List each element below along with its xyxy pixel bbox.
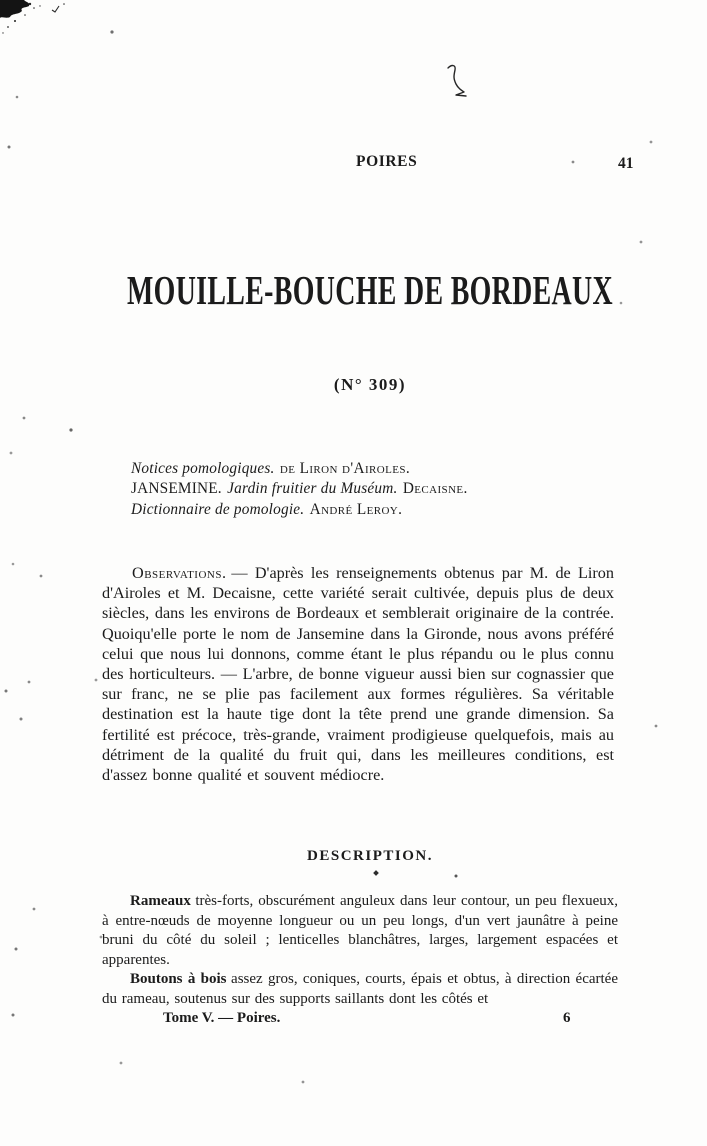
description-paragraph-rameaux bbox=[102, 892, 618, 970]
bibliography-work-title: Dictionnaire de pomologie. bbox=[131, 500, 305, 518]
observations-paragraph bbox=[102, 563, 614, 785]
observations-text: — D'après les renseignements obtenus par M. de Liron d'Airoles et M. Decaisne, cette variété serait cultivée, depuis plus de deux siècles, dans les environs de Bordeaux et semblerait originaire de la contrée. Quoiqu'elle porte le nom de Jansemine dans la Gironde, nous avons préféré celui que nous lui donnons, comme étant le plus répandu ou le plus connu des horticulteurs. — L'arbre, de bonne vigueur aussi bien sur cognassier que sur franc, ne se plie pas facilement aux formes régulières. Sa véritable destination est la haute tige dont la tête prend une grande dimension. Sa fertilité est précoce, très-grande, vraiment prodigieuse quelquefois, mais au détriment de la qualité du fruit qui, dans les meilleures conditions, est d'assez bonne qualité et souvent médiocre. bbox=[102, 564, 614, 785]
description-section bbox=[102, 892, 618, 1010]
running-title: POIRES bbox=[356, 153, 418, 170]
description-paragraph-boutons bbox=[102, 970, 618, 1009]
bibliography-entry bbox=[131, 500, 601, 520]
variety-number: (N° 309) bbox=[333, 375, 407, 394]
observations-label: Observations. bbox=[132, 564, 227, 582]
pen-squiggle-mark bbox=[428, 60, 478, 110]
page-number: 41 bbox=[618, 155, 634, 172]
bibliography-author: de Liron d'Airoles. bbox=[279, 460, 411, 477]
bibliography-entry bbox=[131, 479, 601, 499]
paragraph-text: assez gros, coniques, courts, épais et obtus, à direction écartée du rameau, soutenus sur des supports saillants dont les côtés et bbox=[102, 971, 619, 1007]
bibliography-synonym: JANSEMINE. bbox=[131, 480, 222, 498]
paragraph-text: très-forts, obscurément anguleux dans leur contour, un peu flexueux, à entre-nœuds de moyenne longueur ou un peu longs, d'un vert jaunâtre à peine bruni du côté du soleil ; lenticelles blanchâtres, larges, largement espacées et apparentes. bbox=[102, 893, 618, 968]
ink-blob-artifact bbox=[0, 0, 80, 42]
bibliography-author: André Leroy. bbox=[309, 500, 403, 518]
paragraph-lead-word: Boutons à bois bbox=[130, 971, 227, 988]
description-heading: DESCRIPTION. bbox=[307, 848, 433, 864]
observations-section bbox=[102, 563, 614, 785]
footer-volume-label: Tome V. — Poires. bbox=[163, 1010, 281, 1026]
bibliography bbox=[131, 459, 601, 520]
bibliography-work-title: Jardin fruitier du Muséum. bbox=[227, 480, 398, 498]
bibliography-entry bbox=[131, 459, 601, 479]
bibliography-author: Decaisne. bbox=[402, 480, 468, 498]
scan-noise-speckles bbox=[0, 0, 2, 2]
footer-signature-number: 6 bbox=[563, 1010, 571, 1026]
variety-title: MOUILLE-BOUCHE DE BORDEAUX bbox=[127, 267, 613, 313]
bibliography-work-title: Notices pomologiques. bbox=[131, 460, 275, 477]
ornament-dot bbox=[373, 870, 379, 876]
paragraph-lead-word: Rameaux bbox=[130, 893, 191, 909]
